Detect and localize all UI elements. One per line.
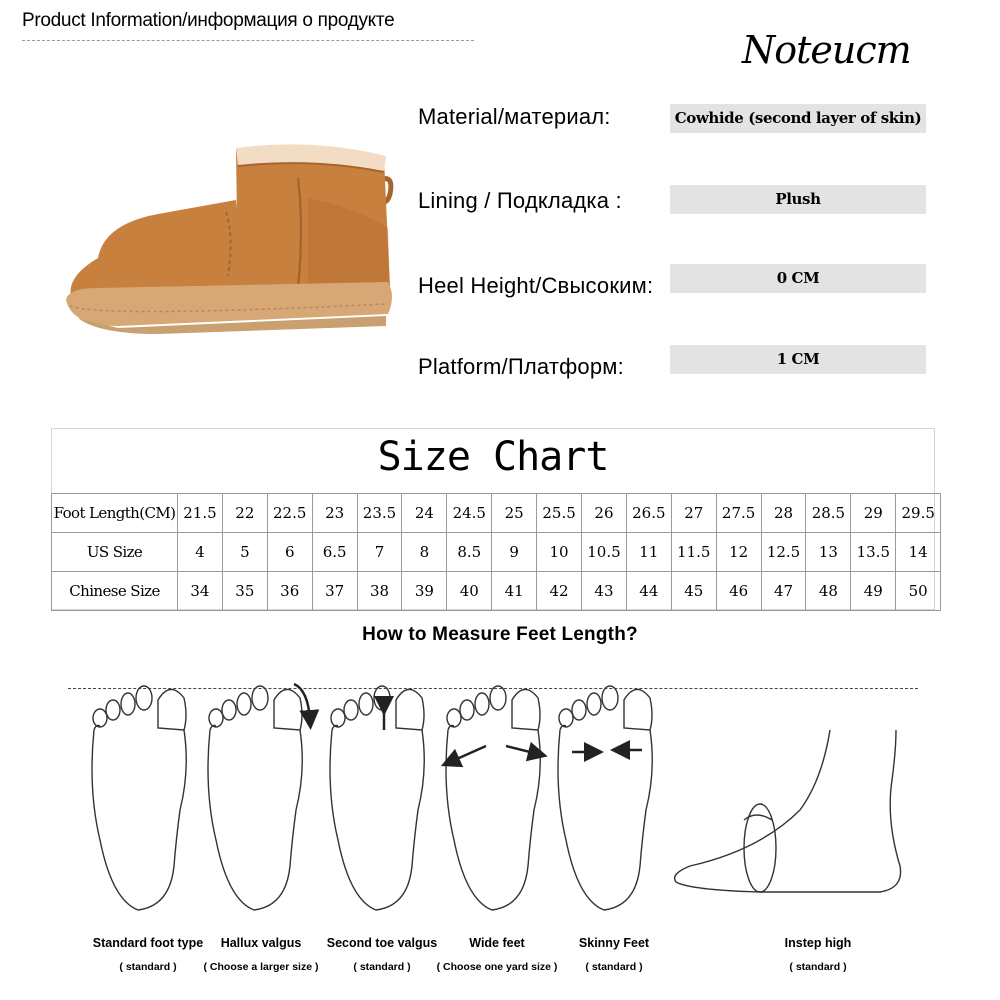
- size-cell: 6.5: [312, 533, 357, 572]
- size-cell: 12: [716, 533, 761, 572]
- size-cell: 10.5: [582, 533, 627, 572]
- size-cell: 13: [806, 533, 851, 572]
- size-cell: 50: [896, 572, 941, 611]
- brand-logo: Noteucm: [742, 28, 911, 72]
- size-cell: 36: [267, 572, 312, 611]
- size-cell: 46: [716, 572, 761, 611]
- size-cell: 38: [357, 572, 402, 611]
- size-cell: 47: [761, 572, 806, 611]
- lining-label: Lining / Подкладка :: [418, 188, 622, 213]
- size-cell: 8.5: [447, 533, 492, 572]
- size-cell: 22.5: [267, 494, 312, 533]
- size-cell: 29.5: [896, 494, 941, 533]
- size-cell: 23.5: [357, 494, 402, 533]
- measure-title: How to Measure Feet Length?: [362, 624, 638, 645]
- size-cell: 35: [222, 572, 267, 611]
- foot-note-standard: ( standard ): [119, 961, 177, 973]
- size-cell: 4: [178, 533, 223, 572]
- foot-label-standard: Standard foot type: [92, 936, 204, 950]
- skinny-feet-drawing: [558, 686, 652, 910]
- size-cell: 9: [492, 533, 537, 572]
- size-cell: 42: [537, 572, 582, 611]
- foot-note-second-toe-valgus: ( standard ): [353, 961, 411, 973]
- platform-label: Platform/Платформ:: [418, 354, 624, 379]
- hallux-valgus-drawing: [208, 684, 310, 910]
- size-cell: 13.5: [851, 533, 896, 572]
- size-cell: 5: [222, 533, 267, 572]
- page-header-title: Product Information/информация о продукте: [22, 10, 395, 31]
- wide-feet-drawing: [446, 686, 540, 910]
- size-cell: 34: [178, 572, 223, 611]
- heel-height-label: Heel Height/Свысоким:: [418, 273, 654, 298]
- size-cell: 41: [492, 572, 537, 611]
- size-row: [52, 494, 941, 533]
- size-cell: 43: [582, 572, 627, 611]
- size-cell: 22: [222, 494, 267, 533]
- foot-note-wide-feet: ( Choose one yard size ): [436, 961, 558, 973]
- size-cell: 24: [402, 494, 447, 533]
- size-cell: 28.5: [806, 494, 851, 533]
- size-cell: 10: [537, 533, 582, 572]
- size-cell: 27: [671, 494, 716, 533]
- second-toe-valgus-drawing: [330, 686, 424, 910]
- size-cell: 24.5: [447, 494, 492, 533]
- foot-note-hallux-valgus: ( Choose a larger size ): [203, 961, 319, 973]
- size-table: [51, 493, 941, 611]
- size-cell: 14: [896, 533, 941, 572]
- size-cell: 29: [851, 494, 896, 533]
- lining-value: Plush: [670, 185, 926, 214]
- size-cell: 8: [402, 533, 447, 572]
- size-row-label: US Size: [52, 533, 178, 572]
- foot-note-instep-high: ( standard ): [789, 961, 847, 973]
- size-cell: 39: [402, 572, 447, 611]
- foot-label-wide-feet: Wide feet: [469, 936, 525, 950]
- size-cell: 7: [357, 533, 402, 572]
- size-cell: 25.5: [537, 494, 582, 533]
- header-divider: [22, 40, 474, 41]
- size-row: [52, 533, 941, 572]
- size-cell: 21.5: [178, 494, 223, 533]
- size-cell: 11.5: [671, 533, 716, 572]
- foot-note-skinny-feet: ( standard ): [585, 961, 643, 973]
- size-cell: 28: [761, 494, 806, 533]
- size-cell: 48: [806, 572, 851, 611]
- size-cell: 40: [447, 572, 492, 611]
- heel-height-value: 0 CM: [670, 264, 926, 293]
- feet-illustrations: [0, 670, 1000, 930]
- material-label: Material/материал:: [418, 104, 611, 129]
- size-row-label: Foot Length(CM): [52, 494, 178, 533]
- size-cell: 26: [582, 494, 627, 533]
- foot-label-skinny-feet: Skinny Feet: [578, 936, 650, 950]
- size-cell: 23: [312, 494, 357, 533]
- size-cell: 45: [671, 572, 716, 611]
- size-cell: 6: [267, 533, 312, 572]
- standard-foot-drawing: [92, 686, 186, 910]
- boot-image: [58, 138, 398, 358]
- size-row-label: Chinese Size: [52, 572, 178, 611]
- size-cell: 44: [626, 572, 671, 611]
- size-cell: 11: [626, 533, 671, 572]
- foot-label-hallux-valgus: Hallux valgus: [220, 936, 302, 950]
- material-value: Cowhide (second layer of skin): [670, 104, 926, 133]
- size-cell: 49: [851, 572, 896, 611]
- platform-value: 1 CM: [670, 345, 926, 374]
- instep-high-drawing: [675, 730, 901, 892]
- size-cell: 12.5: [761, 533, 806, 572]
- size-cell: 26.5: [626, 494, 671, 533]
- size-cell: 25: [492, 494, 537, 533]
- size-row: [52, 572, 941, 611]
- foot-label-instep-high: Instep high: [784, 936, 852, 950]
- size-cell: 37: [312, 572, 357, 611]
- size-cell: 27.5: [716, 494, 761, 533]
- size-chart-title: Size Chart: [377, 434, 609, 480]
- foot-label-second-toe-valgus: Second toe valgus: [326, 936, 438, 950]
